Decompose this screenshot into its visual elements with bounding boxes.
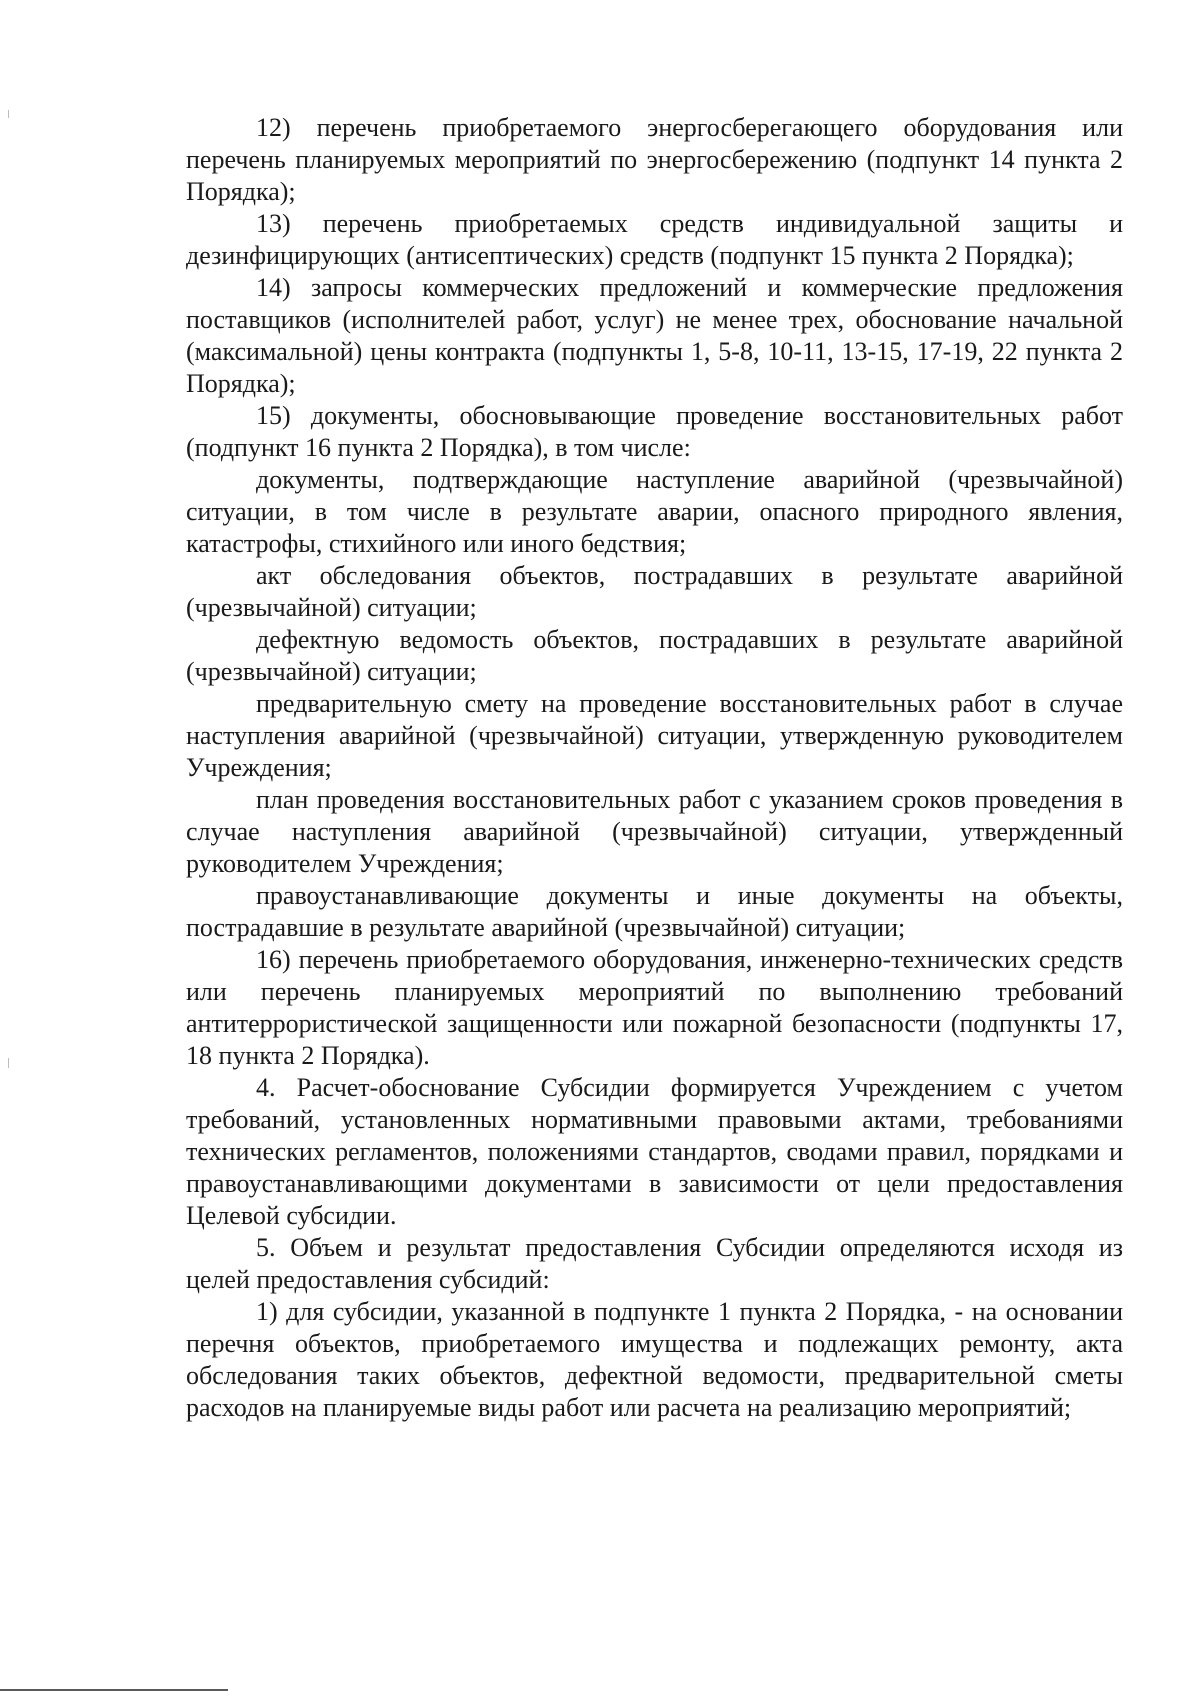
paragraph-section-4: 4. Расчет-обоснование Субсидии формируется Учреждением с учетом требований, установленных нормативными правовыми актами, требованиями технических регламентов, положениями стандартов, сводами правил, порядками и правоустанавливающими документами в зависимости от цели предоставления Целевой субсидии. [186,1073,1123,1230]
paragraph-preliminary-estimate: предварительную смету на проведение восстановительных работ в случае наступления аварийной (чрезвычайной) ситуации, утвержденную руководителем Учреждения; [186,689,1123,782]
bottom-scan-rule [0,1689,228,1691]
paragraph-emergency-documents: документы, подтверждающие наступление аварийной (чрезвычайной) ситуации, в том числе в результате аварии, опасного природного явления, катастрофы, стихийного или иного бедствия; [186,465,1123,558]
paragraph-inspection-act: акт обследования объектов, пострадавших в результате аварийной (чрезвычайной) ситуации; [186,561,1123,622]
document-body [186,112,1123,1424]
paragraph-item-15: 15) документы, обосновывающие проведение восстановительных работ (подпункт 16 пункта 2 Порядка), в том числе: [186,401,1123,462]
paragraph-section-5: 5. Объем и результат предоставления Субсидии определяются исходя из целей предоставления субсидий: [186,1233,1123,1294]
paragraph-item-14: 14) запросы коммерческих предложений и коммерческие предложения поставщиков (исполнителей работ, услуг) не менее трех, обоснование начальной (максимальной) цены контракта (подпункты 1, 5-8, 10-11, 13-15, 17-19, 22 пункта 2 Порядка); [186,273,1123,398]
paragraph-restoration-plan: план проведения восстановительных работ с указанием сроков проведения в случае наступления аварийной (чрезвычайной) ситуации, утвержденный руководителем Учреждения; [186,785,1123,878]
paragraph-item-16: 16) перечень приобретаемого оборудования, инженерно-технических средств или перечень планируемых мероприятий по выполнению требований антитеррористической защищенности или пожарной безопасности (подпункты 17, 18 пункта 2 Порядка). [186,945,1123,1070]
scan-artifact-mark [8,1058,9,1068]
paragraph-item-13: 13) перечень приобретаемых средств индивидуальной защиты и дезинфицирующих (антисептических) средств (подпункт 15 пункта 2 Порядка); [186,209,1123,270]
paragraph-section-5-item-1: 1) для субсидии, указанной в подпункте 1 пункта 2 Порядка, - на основании перечня объектов, приобретаемого имущества и подлежащих ремонту, акта обследования таких объектов, дефектной ведомости, предварительной сметы расходов на планируемые виды работ или расчета на реализацию мероприятий; [186,1297,1123,1422]
paragraph-title-documents: правоустанавливающие документы и иные документы на объекты, пострадавшие в результате аварийной (чрезвычайной) ситуации; [186,881,1123,942]
paragraph-defect-statement: дефектную ведомость объектов, пострадавших в результате аварийной (чрезвычайной) ситуации; [186,625,1123,686]
paragraph-item-12: 12) перечень приобретаемого энергосберегающего оборудования или перечень планируемых мероприятий по энергосбережению (подпункт 14 пункта 2 Порядка); [186,113,1123,206]
scan-artifact-mark [8,110,9,118]
